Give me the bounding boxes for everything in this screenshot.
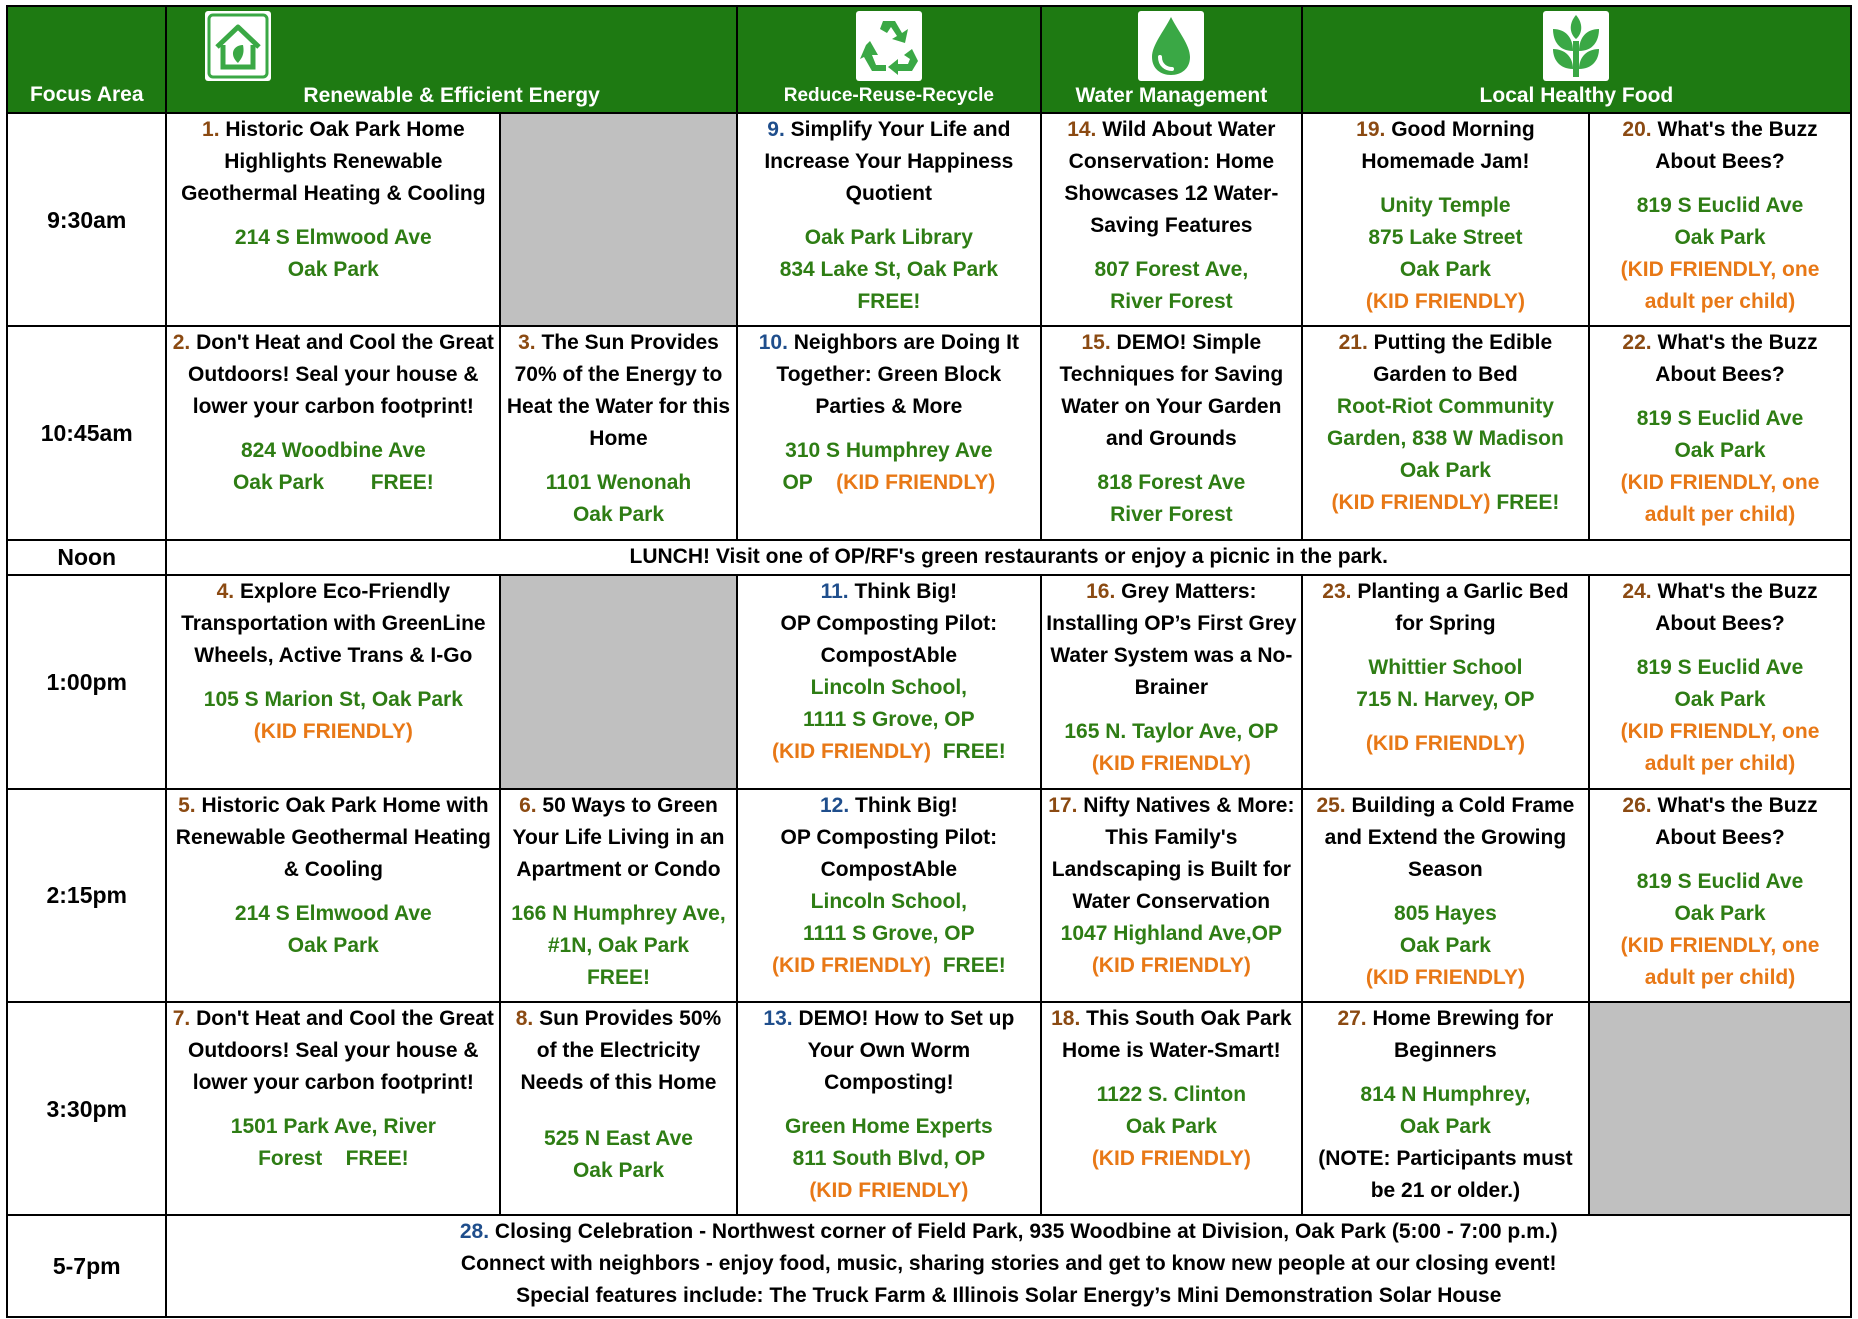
row-330pm — [7, 1002, 1851, 1215]
row-closing — [7, 1215, 1851, 1317]
house-leaf-icon — [205, 11, 271, 81]
header-row — [7, 6, 1851, 113]
event-21: 21. Putting the Edible Garden to Bed Root-Riot Community Garden, 838 W Madison Oak Park (KID FRIENDLY) FREE! — [1302, 326, 1589, 539]
event-7: 7. Don't Heat and Cool the Great Outdoors! Seal your house & lower your carbon footprint! 1501 Park Ave, River Forest FREE! — [166, 1002, 500, 1215]
header-water: Water Management — [1041, 6, 1302, 113]
water-drop-icon — [1138, 11, 1204, 81]
event-12: 12. Think Big! OP Composting Pilot: CompostAble Lincoln School, 1111 S Grove, OP (KID FRIENDLY) FREE! — [737, 789, 1041, 1002]
time-label: 2:15pm — [7, 789, 166, 1002]
event-4: 4. Explore Eco-Friendly Transportation with GreenLine Wheels, Active Trans & I-Go 105 S Marion St, Oak Park (KID FRIENDLY) — [166, 575, 500, 788]
event-16: 16. Grey Matters: Installing OP’s First Grey Water System was a No-Brainer 165 N. Taylor Ave, OP (KID FRIENDLY) — [1041, 575, 1302, 788]
closing-celebration: 28. Closing Celebration - Northwest corner of Field Park, 935 Woodbine at Division, Oak Park (5:00 - 7:00 p.m.) Connect with neighbors - enjoy food, music, sharing stories and get to know new people at our closing event! Special features include: The Truck Farm & Illinois Solar Energy’s Mini Demonstration Solar House — [166, 1215, 1851, 1317]
focus-area-header: Focus Area — [7, 6, 166, 113]
event-8: 8. Sun Provides 50% of the Electricity Needs of this Home 525 N East Ave Oak Park — [500, 1002, 737, 1215]
empty-slot — [500, 113, 737, 326]
event-14: 14. Wild About Water Conservation: Home Showcases 12 Water-Saving Features 807 Forest Ave, River Forest — [1041, 113, 1302, 326]
event-13: 13. DEMO! How to Set up Your Own Worm Composting! Green Home Experts 811 South Blvd, OP (KID FRIENDLY) — [737, 1002, 1041, 1215]
event-5: 5. Historic Oak Park Home with Renewable Geothermal Heating & Cooling 214 S Elmwood Ave Oak Park — [166, 789, 500, 1002]
event-24: 24. What's the Buzz About Bees? 819 S Euclid Ave Oak Park (KID FRIENDLY, one adult per child) — [1589, 575, 1851, 788]
lunch-banner: LUNCH! Visit one of OP/RF's green restaurants or enjoy a picnic in the park. — [166, 540, 1851, 575]
event-17: 17. Nifty Natives & More: This Family's Landscaping is Built for Water Conservation 1047 Highland Ave,OP (KID FRIENDLY) — [1041, 789, 1302, 1002]
event-19: 19. Good Morning Homemade Jam! Unity Temple 875 Lake Street Oak Park (KID FRIENDLY) — [1302, 113, 1589, 326]
row-215pm — [7, 789, 1851, 1002]
event-3: 3. The Sun Provides 70% of the Energy to Heat the Water for this Home 1101 Wenonah Oak Park — [500, 326, 737, 539]
event-20: 20. What's the Buzz About Bees? 819 S Euclid Ave Oak Park (KID FRIENDLY, one adult per child) — [1589, 113, 1851, 326]
event-15: 15. DEMO! Simple Techniques for Saving Water on Your Garden and Grounds 818 Forest Ave River Forest — [1041, 326, 1302, 539]
event-1: 1. Historic Oak Park Home Highlights Renewable Geothermal Heating & Cooling 214 S Elmwood Ave Oak Park — [166, 113, 500, 326]
row-1045am — [7, 326, 1851, 539]
event-6: 6. 50 Ways to Green Your Life Living in an Apartment or Condo 166 N Humphrey Ave, #1N, Oak Park FREE! — [500, 789, 737, 1002]
event-2: 2. Don't Heat and Cool the Great Outdoors! Seal your house & lower your carbon footprint! 824 Woodbine Ave Oak Park FREE! — [166, 326, 500, 539]
header-renewable-energy: Renewable & Efficient Energy — [166, 6, 736, 113]
time-label: 10:45am — [7, 326, 166, 539]
row-100pm — [7, 575, 1851, 788]
event-25: 25. Building a Cold Frame and Extend the Growing Season 805 Hayes Oak Park (KID FRIENDLY) — [1302, 789, 1589, 1002]
event-27: 27. Home Brewing for Beginners 814 N Humphrey, Oak Park (NOTE: Participants must be 21 or older.) — [1302, 1002, 1589, 1215]
empty-slot — [500, 575, 737, 788]
event-22: 22. What's the Buzz About Bees? 819 S Euclid Ave Oak Park (KID FRIENDLY, one adult per child) — [1589, 326, 1851, 539]
row-noon — [7, 540, 1851, 575]
time-label: 5-7pm — [7, 1215, 166, 1317]
time-label: 9:30am — [7, 113, 166, 326]
event-10: 10. Neighbors are Doing It Together: Green Block Parties & More 310 S Humphrey Ave OP (KID FRIENDLY) — [737, 326, 1041, 539]
time-label: 1:00pm — [7, 575, 166, 788]
row-930am — [7, 113, 1851, 326]
wheat-leaf-icon — [1543, 11, 1609, 81]
empty-slot — [1589, 1002, 1851, 1215]
time-label: 3:30pm — [7, 1002, 166, 1215]
event-18: 18. This South Oak Park Home is Water-Smart! 1122 S. Clinton Oak Park (KID FRIENDLY) — [1041, 1002, 1302, 1215]
event-9: 9. Simplify Your Life and Increase Your Happiness Quotient Oak Park Library 834 Lake St, Oak Park FREE! — [737, 113, 1041, 326]
recycle-icon — [856, 11, 922, 81]
schedule-table — [6, 5, 1852, 1318]
header-local-food: Local Healthy Food — [1302, 6, 1851, 113]
event-11: 11. Think Big! OP Composting Pilot: CompostAble Lincoln School, 1111 S Grove, OP (KID FRIENDLY) FREE! — [737, 575, 1041, 788]
event-26: 26. What's the Buzz About Bees? 819 S Euclid Ave Oak Park (KID FRIENDLY, one adult per child) — [1589, 789, 1851, 1002]
time-label: Noon — [7, 540, 166, 575]
event-23: 23. Planting a Garlic Bed for Spring Whittier School 715 N. Harvey, OP (KID FRIENDLY) — [1302, 575, 1589, 788]
header-recycle: Reduce-Reuse-Recycle — [737, 6, 1041, 113]
